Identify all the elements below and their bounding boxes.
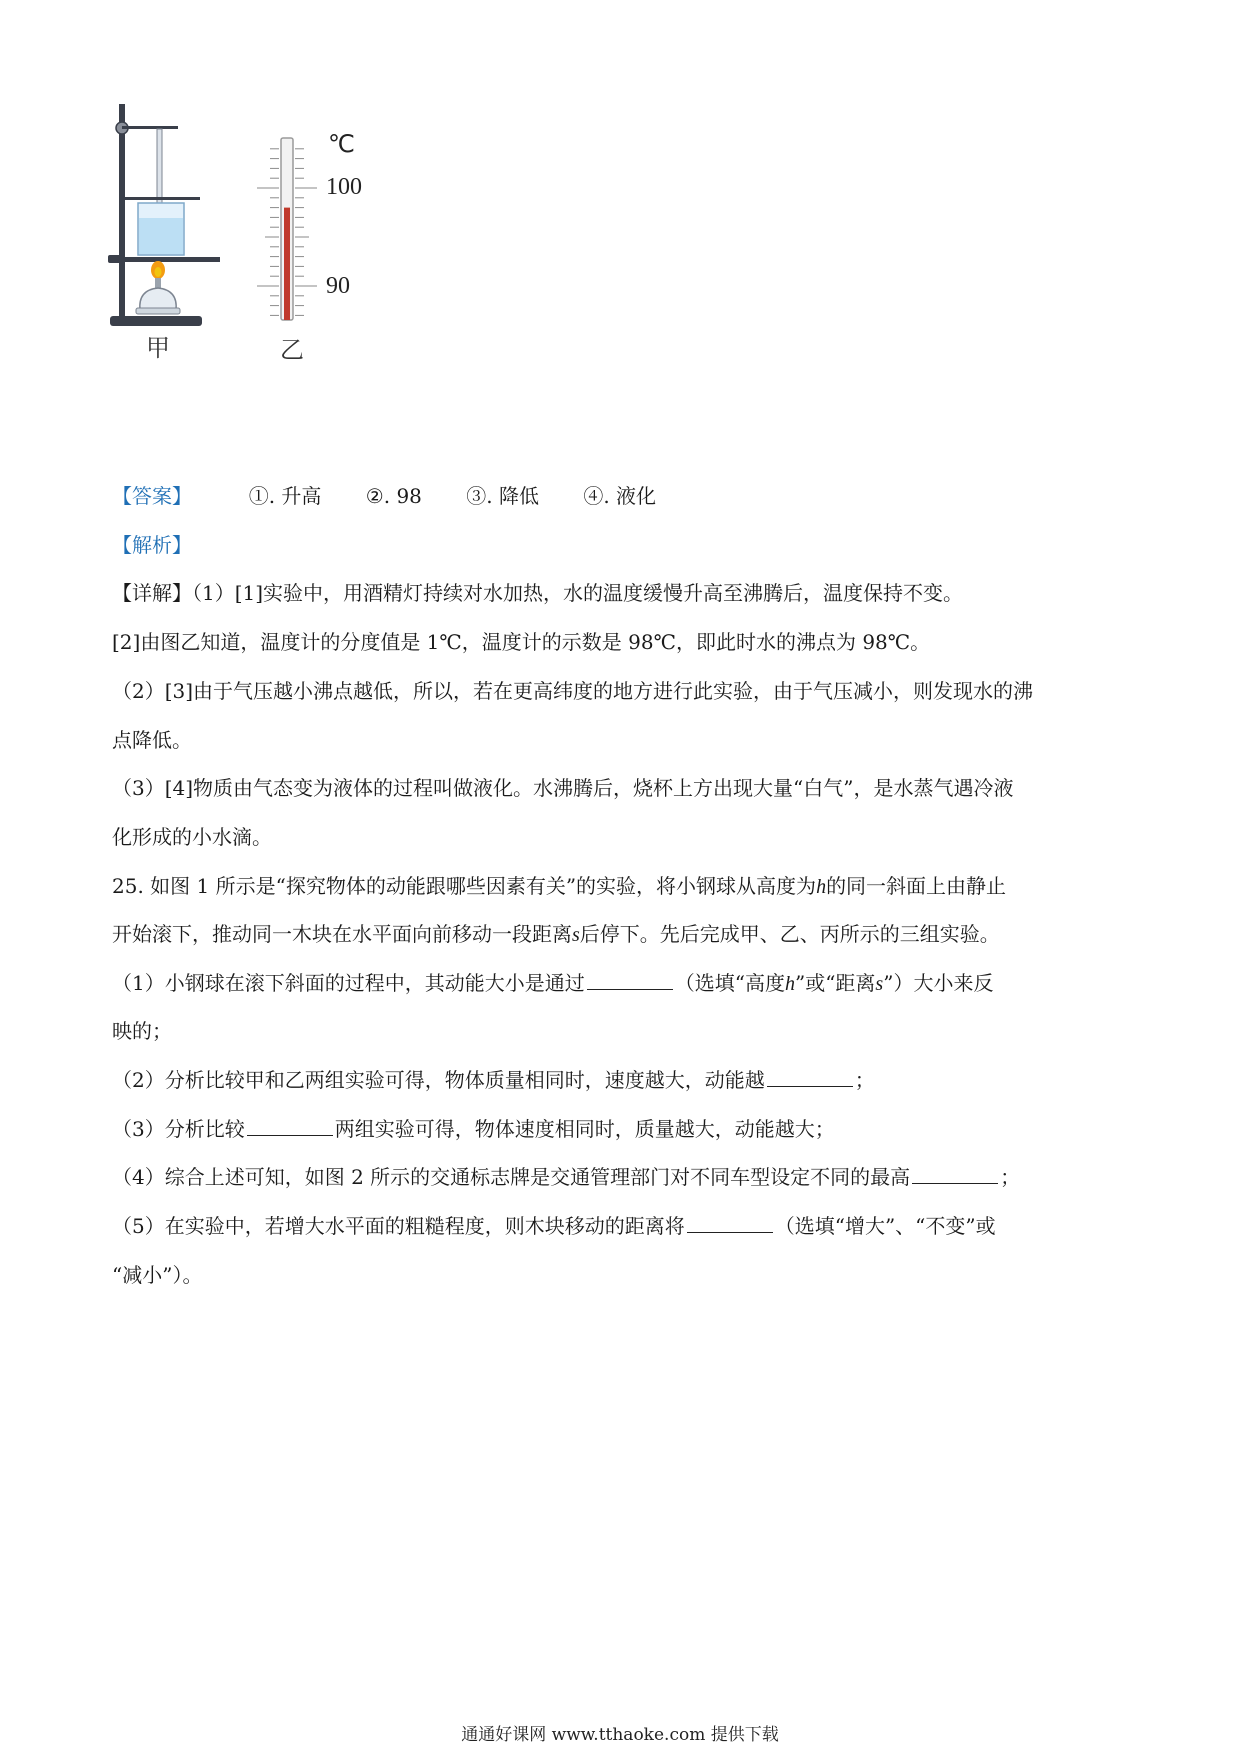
answer-item: ①. 升高: [248, 484, 322, 508]
unit-label: ℃: [328, 132, 355, 158]
answer-line: [112, 481, 694, 511]
alcohol-lamp: [140, 288, 176, 310]
answer-blank-2[interactable]: [767, 1068, 853, 1087]
analysis-line-3: （2）[3]由于气压越小沸点越低，所以，若在更高纬度的地方进行此实验，由于气压减小，则发现水的沸: [112, 679, 1034, 703]
beaker-water: [139, 218, 183, 254]
wire-gauze: [122, 257, 220, 262]
thermometer: [257, 138, 317, 320]
thermometer-liquid: [284, 208, 290, 320]
answer-blank-5[interactable]: [687, 1214, 773, 1233]
q25-part-3: （3）分析比较 两组实验可得，物体速度相同时，质量越大，动能越大；: [112, 1117, 835, 1141]
analysis-line-5: （3）[4]物质由气态变为液体的过程叫做液化。水沸腾后，烧杯上方出现大量“白气”，是水蒸气遇冷液: [112, 776, 1014, 800]
stand-rod: [119, 104, 125, 318]
var-h: h: [816, 876, 827, 898]
detail-tag: 【详解】: [112, 581, 192, 605]
var-s: s: [572, 924, 580, 946]
figure-label-yi: 乙: [280, 336, 304, 364]
analysis-line-6: 化形成的小水滴。: [112, 825, 272, 849]
tick-label-90: 90: [326, 273, 350, 299]
apparatus-illustration: [100, 100, 440, 410]
analysis-line-4: 点降低。: [112, 728, 192, 752]
answer-item: ③. 降低: [466, 484, 539, 508]
clamp-arm: [122, 126, 178, 129]
q25-line-2: 开始滚下，推动同一木块在水平面向前移动一段距离s后停下。先后完成甲、乙、丙所示的三组实验。: [112, 922, 1000, 946]
page-footer: 通通好课网 www.tthaoke.com 提供下载: [461, 1725, 779, 1745]
experiment-figure: [100, 100, 440, 410]
q25-part-1-cont: 映的；: [112, 1019, 172, 1043]
analysis-tag-line: [112, 530, 192, 560]
q25-part-2: （2）分析比较甲和乙两组实验可得，物体质量相同时，速度越大，动能越 ；: [112, 1068, 875, 1092]
answer-item: ④. 液化: [583, 484, 657, 508]
figure-label-jia: 甲: [146, 334, 170, 362]
q25-part-4: （4）综合上述可知，如图 2 所示的交通标志牌是交通管理部门对不同车型设定不同的最高 ；: [112, 1165, 1021, 1189]
tick-label-100: 100: [326, 174, 362, 200]
ring-arm: [122, 197, 200, 200]
answer-blank-4[interactable]: [912, 1165, 998, 1184]
answer-blank-1[interactable]: [587, 971, 673, 990]
q25-part-5-cont: “减小”）。: [112, 1263, 203, 1287]
q25-part-1: （1）小钢球在滚下斜面的过程中，其动能大小是通过 （选填“高度h”或“距离s”）大小来反: [112, 971, 994, 995]
analysis-tag: 【解析】: [112, 533, 192, 557]
analysis-line-1: 【详解】（1）[1]实验中，用酒精灯持续对水加热，水的温度缓慢升高至沸腾后，温度保持不变。: [112, 581, 964, 605]
q25-part-5: （5）在实验中，若增大水平面的粗糙程度，则木块移动的距离将 （选填“增大”、“不变”或: [112, 1214, 996, 1238]
analysis-line-2: [2]由图乙知道，温度计的分度值是 1℃，温度计的示数是 98℃，即此时水的沸点为 98℃。: [112, 630, 931, 654]
q25-line-1: 25. 如图 1 所示是“探究物体的动能跟哪些因素有关”的实验，将小钢球从高度为h的同一斜面上由静止: [112, 874, 1007, 898]
answer-item: ②. 98: [365, 484, 422, 508]
answer-blank-3[interactable]: [247, 1117, 333, 1136]
answer-tag: 【答案】: [112, 484, 192, 508]
